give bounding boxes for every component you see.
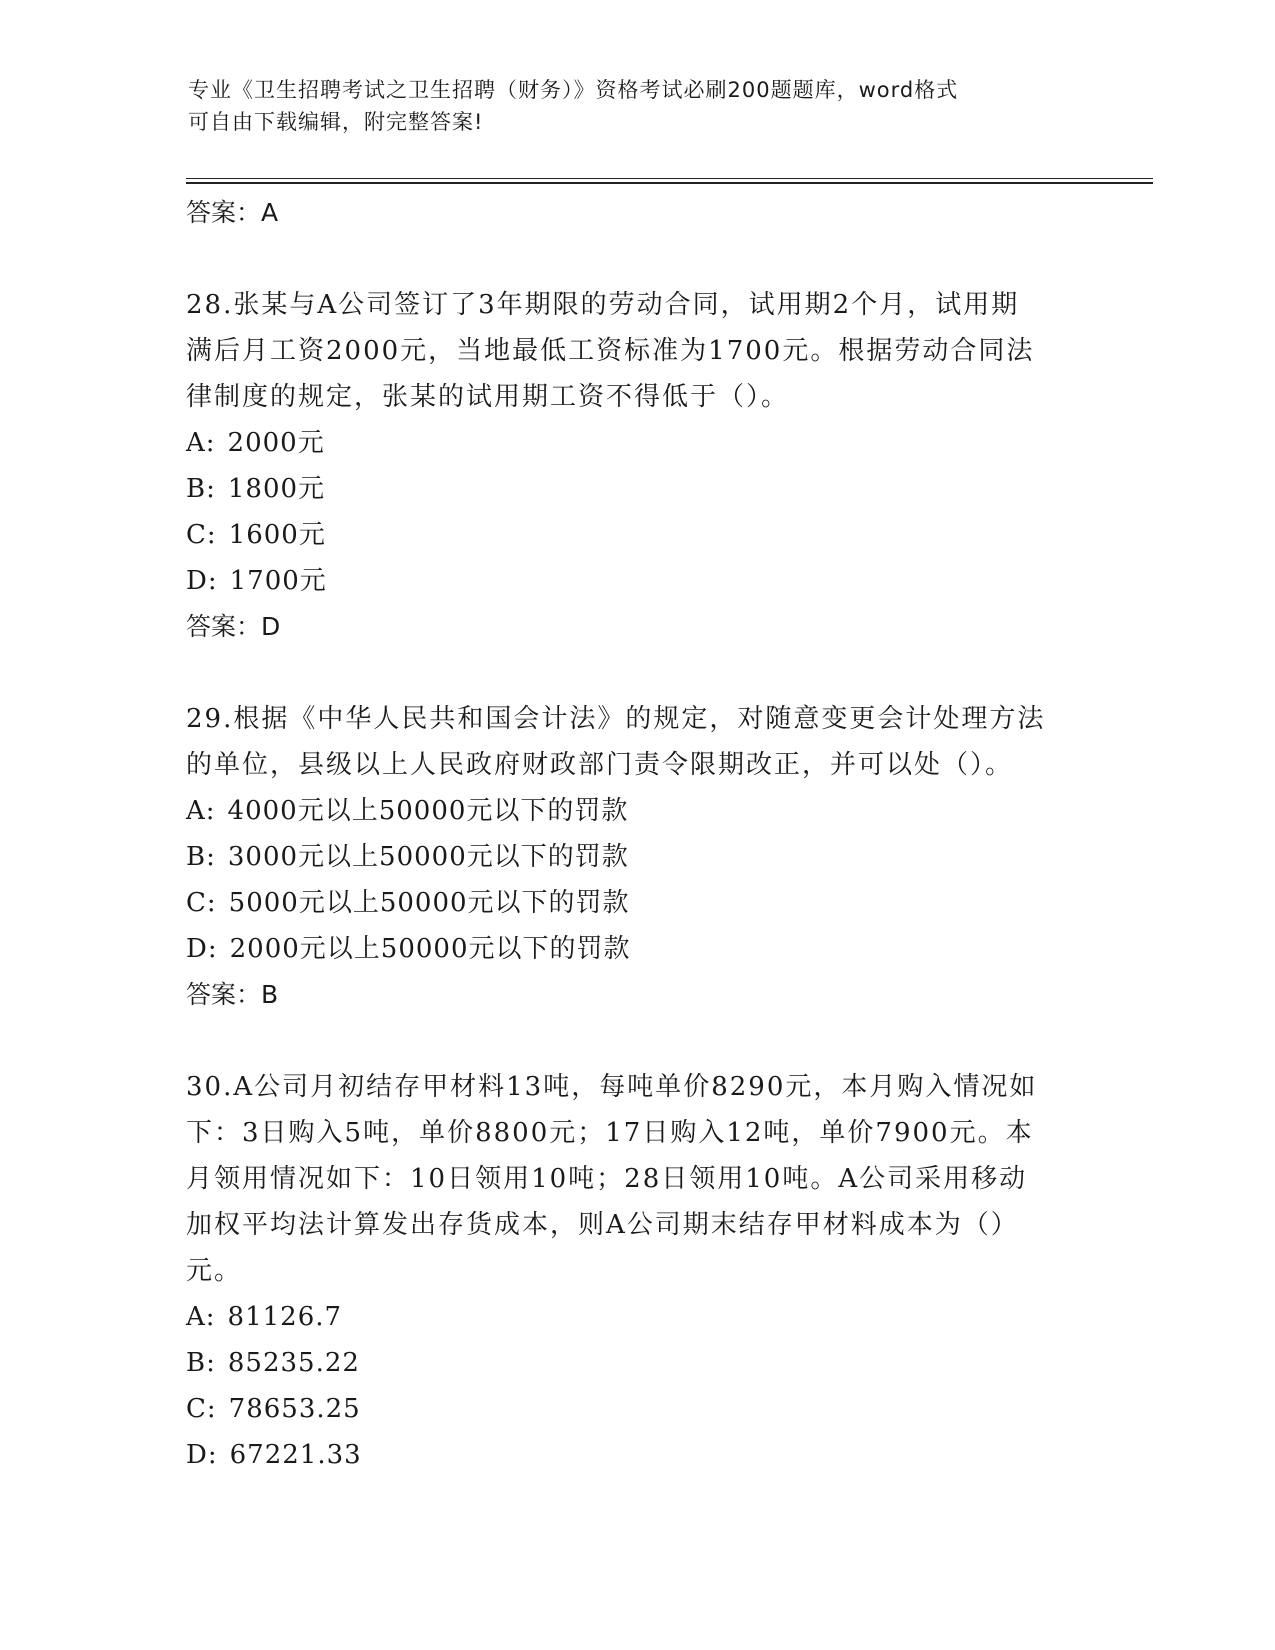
header-line-1: 专业《卫生招聘考试之卫生招聘（财务）》资格考试必刷200题题库，word格式 (188, 78, 959, 102)
option-text: 5000元以上50000元以下的罚款 (228, 888, 630, 918)
question-stem-line: 月领用情况如下：10日领用10吨；28日领用10吨。A公司采用移动 (186, 1164, 1028, 1194)
option-text: 3000元以上50000元以下的罚款 (227, 842, 629, 872)
option-letter: B: (186, 1348, 216, 1378)
question-stem-line: 满后月工资2000元，当地最低工资标准为1700元。根据劳动合同法 (186, 336, 1035, 366)
question-stem-line: 28.张某与A公司签订了3年期限的劳动合同，试用期2个月，试用期 (186, 290, 1020, 320)
option-b (186, 466, 1086, 512)
option-text: 2000元 (227, 428, 325, 458)
answer: 答案：D (186, 612, 281, 641)
option-letter: D: (186, 1440, 218, 1470)
option-b (186, 834, 1086, 880)
option-d (186, 926, 1086, 972)
header-divider (186, 178, 1153, 179)
option-c (186, 880, 1086, 926)
option-d (186, 558, 1086, 604)
page-header (188, 74, 1068, 138)
question-stem-line: 律制度的规定，张某的试用期工资不得低于（）。 (186, 382, 790, 412)
question-stem-line: 下：3日购入5吨，单价8800元；17日购入12吨，单价7900元。本 (186, 1118, 1034, 1148)
option-letter: A: (186, 1302, 216, 1332)
question-30 (186, 1064, 1086, 1478)
question-stem-line: 的单位，县级以上人民政府财政部门责令限期改正，并可以处（）。 (186, 750, 1014, 780)
option-letter: D: (186, 934, 218, 964)
option-letter: A: (186, 428, 216, 458)
option-text: 67221.33 (229, 1440, 362, 1470)
option-d (186, 1432, 1086, 1478)
option-a (186, 1294, 1086, 1340)
option-letter: B: (186, 474, 216, 504)
option-c (186, 1386, 1086, 1432)
option-c (186, 512, 1086, 558)
option-a (186, 788, 1086, 834)
header-divider-thick (186, 182, 1153, 184)
question-stem-line: 29.根据《中华人民共和国会计法》的规定，对随意变更会计处理方法 (186, 704, 1046, 734)
option-text: 78653.25 (228, 1394, 361, 1424)
option-text: 1600元 (228, 520, 326, 550)
question-stem-line: 元。 (186, 1256, 243, 1286)
option-letter: D: (186, 566, 218, 596)
option-letter: C: (186, 888, 217, 918)
question-28 (186, 282, 1086, 650)
option-letter: A: (186, 796, 216, 826)
option-text: 1700元 (229, 566, 327, 596)
option-text: 81126.7 (227, 1302, 343, 1332)
option-text: 85235.22 (227, 1348, 360, 1378)
previous-answer: 答案：A (186, 198, 279, 227)
option-text: 4000元以上50000元以下的罚款 (227, 796, 629, 826)
question-stem-line: 30.A公司月初结存甲材料13吨，每吨单价8290元，本月购入情况如 (186, 1072, 1038, 1102)
header-line-2: 可自由下载编辑，附完整答案! (188, 110, 484, 134)
option-letter: B: (186, 842, 216, 872)
question-29 (186, 696, 1086, 1018)
answer: 答案：B (186, 980, 279, 1009)
question-stem-line: 加权平均法计算发出存货成本，则A公司期末结存甲材料成本为（） (186, 1210, 1019, 1240)
option-text: 1800元 (227, 474, 326, 504)
option-letter: C: (186, 1394, 217, 1424)
option-a (186, 420, 1086, 466)
option-letter: C: (186, 520, 217, 550)
option-b (186, 1340, 1086, 1386)
question-list (186, 190, 1086, 1478)
option-text: 2000元以上50000元以下的罚款 (229, 934, 631, 964)
